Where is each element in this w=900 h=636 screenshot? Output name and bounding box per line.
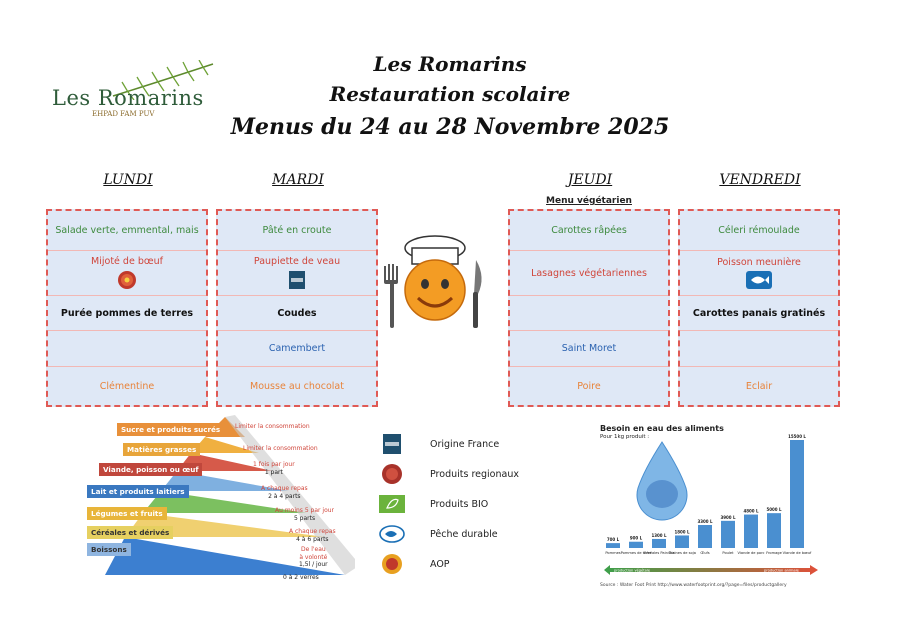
pyramid-level-meat: Viande, poisson ou œuf <box>99 463 202 476</box>
pyramid-note <box>261 485 308 500</box>
pyramid-note-portion: 1,5l / jour <box>299 561 328 568</box>
menu-item: Poire <box>577 380 601 392</box>
day-header-lundi: LUNDI <box>103 172 153 188</box>
chart-value-label: 700 L <box>606 537 620 543</box>
pyramid-note-frequency: De l'eau <box>300 546 326 553</box>
chart-subtitle: Pour 1kg produit : <box>600 434 650 440</box>
pyramid-note-portion: 1 part <box>264 468 283 476</box>
menu-item: Céleri rémoulade <box>680 211 838 251</box>
chart-value-label: 15500 L <box>788 434 806 439</box>
menu-item: Pâté en croute <box>218 211 376 251</box>
chart-bar <box>698 525 712 548</box>
chart-bar <box>767 513 781 548</box>
legend-item <box>378 552 450 576</box>
pyramid-note-portion: 2 à 4 parts <box>268 492 301 500</box>
chart-category-label: Viande de bœuf <box>782 551 812 555</box>
pyramid-note <box>289 528 336 543</box>
chart-value-label: 4800 L <box>743 508 759 514</box>
pyramid-note-frequency: A chaque repas <box>289 528 336 535</box>
bio-leaf-icon <box>379 495 405 513</box>
menu-item-empty <box>48 331 206 367</box>
pyramid-footer <box>283 574 319 582</box>
menu-item-label: Paupiette de veau <box>253 256 341 267</box>
chart-category-label: Viande de porc <box>737 551 765 555</box>
legend-item <box>378 432 499 456</box>
pyramid-level-fats: Matières grasses <box>123 443 200 456</box>
menu-item: Carottes panais gratinés <box>680 296 838 331</box>
menu-item-label: Poisson meunière <box>717 257 801 268</box>
chart-category-label: Fromage <box>766 551 782 555</box>
chart-category-label: Œufs <box>700 551 710 555</box>
menu-item: Coudes <box>218 296 376 331</box>
aop-seal-icon <box>381 553 403 575</box>
pyramid-note-extra: à volonté <box>299 553 328 561</box>
pyramid-level-dairy: Lait et produits laitiers <box>87 485 189 498</box>
menu-column-mardi <box>216 209 378 407</box>
menu-item-empty <box>510 296 668 331</box>
chart-value-label: 3300 L <box>697 519 713 525</box>
water-footprint-chart <box>598 420 823 592</box>
chart-bar <box>675 535 689 548</box>
menu-item-empty <box>680 331 838 367</box>
menu-item: Clémentine <box>99 380 155 392</box>
chart-bar <box>629 542 643 548</box>
menu-column-vendredi <box>678 209 840 407</box>
menu-item: Purée pommes de terres <box>48 296 206 331</box>
legend-item <box>378 492 488 516</box>
day-header-vendredi: VENDREDI <box>719 172 801 188</box>
chart-bar <box>744 515 758 548</box>
pyramid-level-sugar: Sucre et produits sucrés <box>117 423 224 436</box>
pyramid-level-cereals: Céréales et dérivés <box>87 526 173 539</box>
legend-label: Produits BIO <box>430 498 489 510</box>
menu-item: Carottes râpées <box>510 211 668 251</box>
menu-item: Saint Moret <box>510 331 668 367</box>
regional-product-icon <box>381 463 403 485</box>
chart-category-label: Pommes <box>605 551 621 555</box>
chart-bar <box>606 543 620 548</box>
chart-title: Besoin en eau des aliments <box>600 424 724 433</box>
day-header-mardi: MARDI <box>272 172 324 188</box>
arrow-label-right: production animale <box>764 568 799 573</box>
menu-item: Lasagnes végétariennes <box>510 251 668 296</box>
logo-name: Les Romarins <box>52 86 204 110</box>
origine-france-icon <box>288 270 306 290</box>
legend-item <box>378 522 498 546</box>
chart-value-label: 5000 L <box>766 507 782 513</box>
chef-mascot-icon <box>378 232 493 332</box>
menu-item: Eclair <box>745 380 773 392</box>
chart-value-label: 900 L <box>629 535 643 541</box>
menu-column-jeudi <box>508 209 670 407</box>
food-pyramid <box>85 415 355 585</box>
chart-category-label: Poulet <box>722 551 734 555</box>
chart-source: Source : Water Foot Print http://www.waterfootprint.org/?page=files/productgallery <box>600 583 787 588</box>
day-header-jeudi: JEUDI <box>567 172 613 188</box>
pyramid-level-drinks: Boissons <box>87 543 131 556</box>
header-date-range: Menus du 24 au 28 Novembre 2025 <box>230 114 670 140</box>
pyramid-note: Limiter la consommation <box>243 445 318 452</box>
legend-label: AOP <box>430 558 450 570</box>
regional-product-icon <box>117 270 137 290</box>
menu-item: Mousse au chocolat <box>250 380 344 392</box>
logo-subtitle: EHPAD FAM PUV <box>92 110 155 118</box>
chart-value-label: 1300 L <box>651 532 667 538</box>
menu-item-label: Mijoté de bœuf <box>91 256 163 267</box>
legend-label: Pêche durable <box>430 528 498 540</box>
chart-value-label: 3900 L <box>720 514 736 520</box>
chart-bar <box>790 440 804 548</box>
pyramid-note-portion: 4 à 6 parts <box>296 535 329 543</box>
menu-item-main <box>48 251 206 296</box>
pyramid-note-frequency: A chaque repas <box>261 485 308 492</box>
header-title: Les Romarins <box>373 52 527 76</box>
peche-durable-icon <box>746 271 772 289</box>
fish-icon <box>379 525 405 543</box>
pyramid-note <box>253 461 295 476</box>
legend-label: Produits regionaux <box>430 468 519 480</box>
pyramid-footer-label: 0 à 2 verres <box>283 574 319 581</box>
chart-bar <box>652 539 666 548</box>
water-chart-plot <box>598 420 823 585</box>
menu-item: Salade verte, emmental, mais <box>48 211 206 251</box>
pyramid-note <box>275 507 334 522</box>
arrow-label-left: production végétale <box>614 568 651 573</box>
chart-category-label: Céréales Pain Riz <box>643 551 675 555</box>
menu-item-main <box>680 251 838 296</box>
legend-label: Origine France <box>430 438 500 450</box>
pyramid-note-frequency: 1 fois par jour <box>253 461 295 468</box>
chart-bar <box>721 521 735 548</box>
menu-column-lundi <box>46 209 208 407</box>
legend-item <box>378 462 519 486</box>
pyramid-note-frequency: Au moins 5 par jour <box>275 507 335 514</box>
origine-france-icon <box>382 433 402 455</box>
header-subtitle: Restauration scolaire <box>329 82 571 106</box>
pyramid-note-portion: 5 parts <box>293 514 316 522</box>
pyramid-note <box>299 546 328 569</box>
menu-item: Camembert <box>218 331 376 367</box>
chart-category-label: Graines de soja <box>668 551 696 555</box>
vegetarian-menu-label: Menu végétarien <box>546 196 632 206</box>
chart-value-label: 1800 L <box>674 529 690 535</box>
chart-category-label: Pommes de terre <box>620 551 652 555</box>
pyramid-level-vegetables: Légumes et fruits <box>87 507 167 520</box>
pyramid-note: Limiter la consommation <box>235 423 310 430</box>
menu-item-main <box>218 251 376 296</box>
